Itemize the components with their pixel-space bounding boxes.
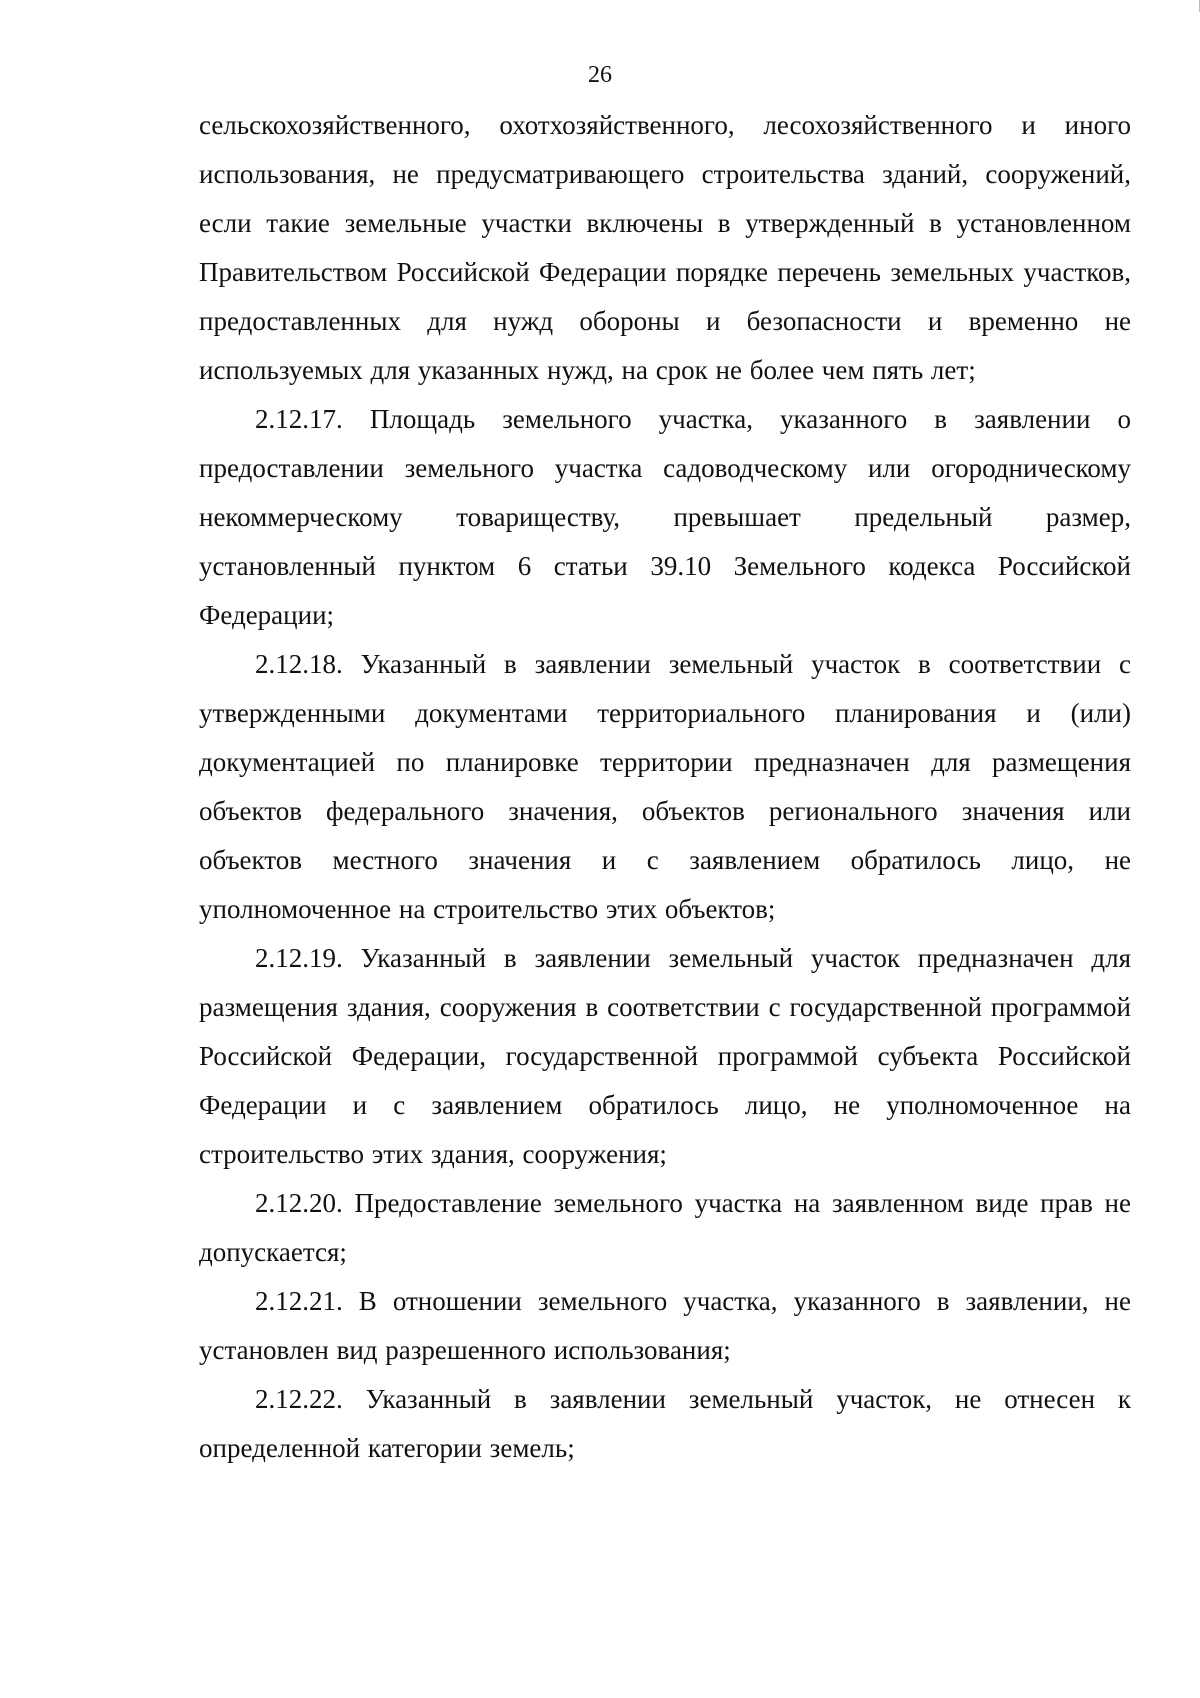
- document-body: [199, 101, 1131, 1473]
- paragraph-2-12-19: 2.12.19. Указанный в заявлении земельный участок предназначен для размещения здания, сооружения в соответствии с государственной программой Российской Федерации, государственной программой субъекта Российской Федерации и с заявлением обратилось лицо, не уполномоченное на строительство этих здания, сооружения;: [199, 943, 1131, 1169]
- page-number: 26: [588, 62, 612, 88]
- paragraph-2-12-17: 2.12.17. Площадь земельного участка, указанного в заявлении о предоставлении земельного участка садоводческому или огородническому некоммерческому товариществу, превышает предельный размер, установленный пунктом 6 статьи 39.10 Земельного кодекса Российской Федерации;: [199, 404, 1131, 630]
- paragraph-continuation: сельскохозяйственного, охотхозяйственного, лесохозяйственного и иного использования, не предусматривающего строительства зданий, сооружений, если такие земельные участки включены в утвержденный в установленном Правительством Российской Федерации порядке перечень земельных участков, предоставленных для нужд обороны и безопасности и временно не используемых для указанных нужд, на срок не более чем пять лет;: [199, 110, 1131, 385]
- paragraph-2-12-22: 2.12.22. Указанный в заявлении земельный участок, не отнесен к определенной категории земель;: [199, 1384, 1131, 1463]
- paragraph-2-12-20: 2.12.20. Предоставление земельного участка на заявленном виде прав не допускается;: [199, 1188, 1131, 1267]
- paragraph-2-12-18: 2.12.18. Указанный в заявлении земельный участок в соответствии с утвержденными документами территориального планирования и (или) документацией по планировке территории предназначен для размещения объектов федерального значения, объектов регионального значения или объектов местного значения и с заявлением обратилось лицо, не уполномоченное на строительство этих объектов;: [199, 649, 1131, 924]
- paragraph-2-12-21: 2.12.21. В отношении земельного участка, указанного в заявлении, не установлен вид разрешенного использования;: [199, 1286, 1131, 1365]
